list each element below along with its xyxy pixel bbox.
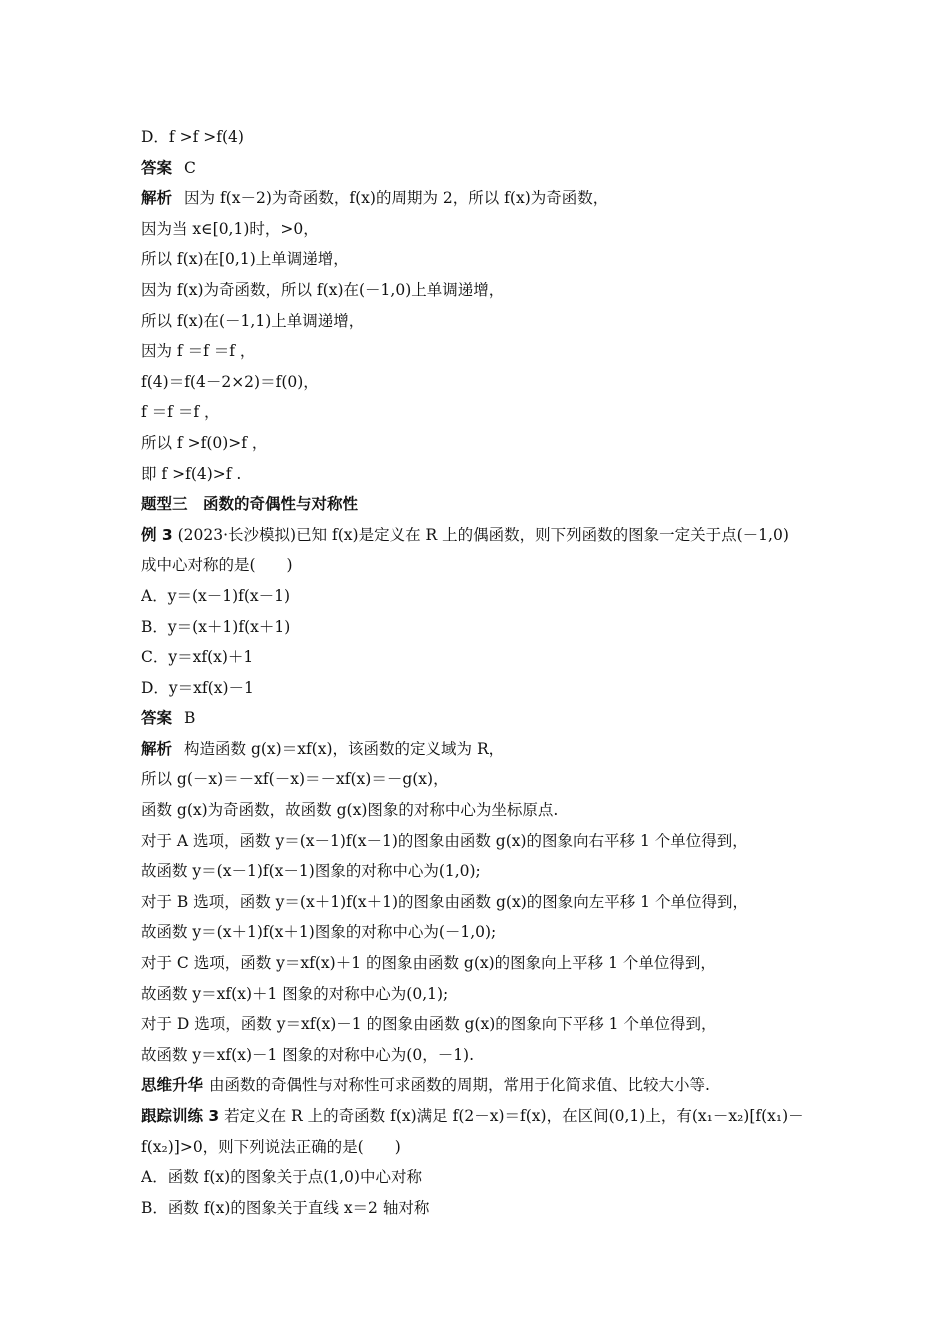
- text-line: [141, 336, 821, 367]
- line-text: 所以 g(－x)＝－xf(－x)＝－xf(x)＝－g(x)，: [141, 770, 449, 789]
- line-text: 对于 C 选项，函数 y＝xf(x)＋1 的图象由函数 g(x)的图象向上平移 1 个单位得到，: [141, 954, 716, 973]
- line-text: D．f >f >f(4): [141, 128, 244, 146]
- line-text: 因为 f(x)为奇函数，所以 f(x)在(－1,0)上单调递增，: [141, 280, 505, 299]
- example-line: [141, 520, 821, 551]
- text-line: [141, 764, 821, 795]
- text-line: [141, 1040, 821, 1071]
- option-d-line: [141, 673, 821, 704]
- option-a-line: [141, 581, 821, 612]
- option-a-line: [141, 1162, 821, 1193]
- text-line: [141, 214, 821, 245]
- section-heading: [141, 489, 821, 520]
- line-text: f(4)＝f(4－2×2)＝f(0)，: [141, 372, 319, 391]
- line-text: 因为 f ＝f ＝f ，: [141, 342, 256, 361]
- line-text: 故函数 y＝(x＋1)f(x＋1)图象的对称中心为(－1,0);: [141, 923, 497, 942]
- answer-line: [141, 153, 821, 184]
- line-text: 即 f >f(4)>f .: [141, 464, 242, 483]
- text-line: [141, 795, 821, 826]
- text-line: [141, 979, 821, 1010]
- text-line: [141, 856, 821, 887]
- text-line: [141, 917, 821, 948]
- line-text: 所以 f >f(0)>f ，: [141, 433, 268, 452]
- option-b-line: [141, 1193, 821, 1224]
- text-line: [141, 306, 821, 337]
- line-text: D．y＝xf(x)－1: [141, 678, 254, 697]
- practice-line: [141, 1101, 821, 1132]
- line-text: 构造函数 g(x)＝xf(x)，该函数的定义域为 R，: [184, 739, 505, 758]
- text-line: [141, 275, 821, 306]
- line-text: 所以 f(x)在[0,1)上单调递增，: [141, 250, 349, 269]
- line-text: 对于 D 选项，函数 y＝xf(x)－1 的图象由函数 g(x)的图象向下平移 1 个单位得到，: [141, 1015, 717, 1034]
- line-text: C: [184, 158, 196, 177]
- text-line: [141, 826, 821, 857]
- line-text: 故函数 y＝xf(x)＋1 图象的对称中心为(0,1);: [141, 984, 449, 1003]
- line-text: B．y＝(x＋1)f(x＋1): [141, 617, 291, 636]
- text-line: [141, 428, 821, 459]
- text-line: [141, 459, 821, 490]
- option-b-line: [141, 612, 821, 643]
- answer-label: 答案: [141, 709, 173, 728]
- text-line: [141, 367, 821, 398]
- line-text: f ＝f ＝f ，: [141, 403, 220, 422]
- example-label: 例 3: [141, 525, 173, 544]
- text-line: [141, 1009, 821, 1040]
- analysis-line: [141, 734, 821, 765]
- practice-label: 跟踪训练 3: [141, 1107, 220, 1125]
- line-text: 因为 f(x－2)为奇函数，f(x)的周期为 2，所以 f(x)为奇函数，: [184, 189, 609, 208]
- line-text: A．y＝(x－1)f(x－1): [141, 586, 291, 605]
- text-line: [141, 948, 821, 979]
- line-text: (2023·长沙模拟)已知 f(x)是定义在 R 上的偶函数，则下列函数的图象一定关于点(－1,0): [177, 525, 789, 544]
- line-text: B．函数 f(x)的图象关于直线 x＝2 轴对称: [141, 1198, 430, 1217]
- line-text: 故函数 y＝(x－1)f(x－1)图象的对称中心为(1,0);: [141, 862, 481, 881]
- text-line: [141, 550, 821, 581]
- line-text: 对于 B 选项，函数 y＝(x＋1)f(x＋1)的图象由函数 g(x)的图象向左平移 1 个单位得到，: [141, 892, 748, 911]
- line-text: 对于 A 选项，函数 y＝(x－1)f(x－1)的图象由函数 g(x)的图象向右平移 1 个单位得到，: [141, 831, 748, 850]
- document-body: [141, 122, 821, 1223]
- option-c-line: [141, 642, 821, 673]
- line-text: 函数 g(x)为奇函数，故函数 g(x)图象的对称中心为坐标原点.: [141, 801, 559, 820]
- line-text: f(x₂)]>0，则下列说法正确的是( ): [141, 1137, 401, 1156]
- insight-line: [141, 1070, 821, 1101]
- line-text: C．y＝xf(x)＋1: [141, 648, 254, 667]
- insight-label: 思维升华: [141, 1076, 204, 1095]
- analysis-label: 解析: [141, 189, 173, 208]
- line-text: 成中心对称的是( ): [141, 556, 293, 575]
- line-text: A．函数 f(x)的图象关于点(1,0)中心对称: [141, 1168, 422, 1187]
- text-line: [141, 397, 821, 428]
- answer-label: 答案: [141, 158, 173, 177]
- analysis-label: 解析: [141, 739, 173, 758]
- text-line: [141, 244, 821, 275]
- answer-line: [141, 703, 821, 734]
- text-line: [141, 1132, 821, 1163]
- line-text: 由函数的奇偶性与对称性可求函数的周期，常用于化简求值、比较大小等.: [209, 1076, 710, 1095]
- line-text: 若定义在 R 上的奇函数 f(x)满足 f(2－x)＝f(x)，在区间(0,1)上，有(x₁－x₂)[f(x₁)－: [224, 1107, 804, 1125]
- section-title: 题型三 函数的奇偶性与对称性: [141, 495, 359, 514]
- analysis-line: [141, 183, 821, 214]
- line-text: 故函数 y＝xf(x)－1 图象的对称中心为(0，－1).: [141, 1045, 475, 1064]
- line-text: 所以 f(x)在(－1,1)上单调递增，: [141, 311, 365, 330]
- option-d-line: [141, 122, 821, 153]
- line-text: B: [184, 709, 196, 728]
- text-line: [141, 887, 821, 918]
- line-text: 因为当 x∈[0,1)时，>0，: [141, 219, 319, 238]
